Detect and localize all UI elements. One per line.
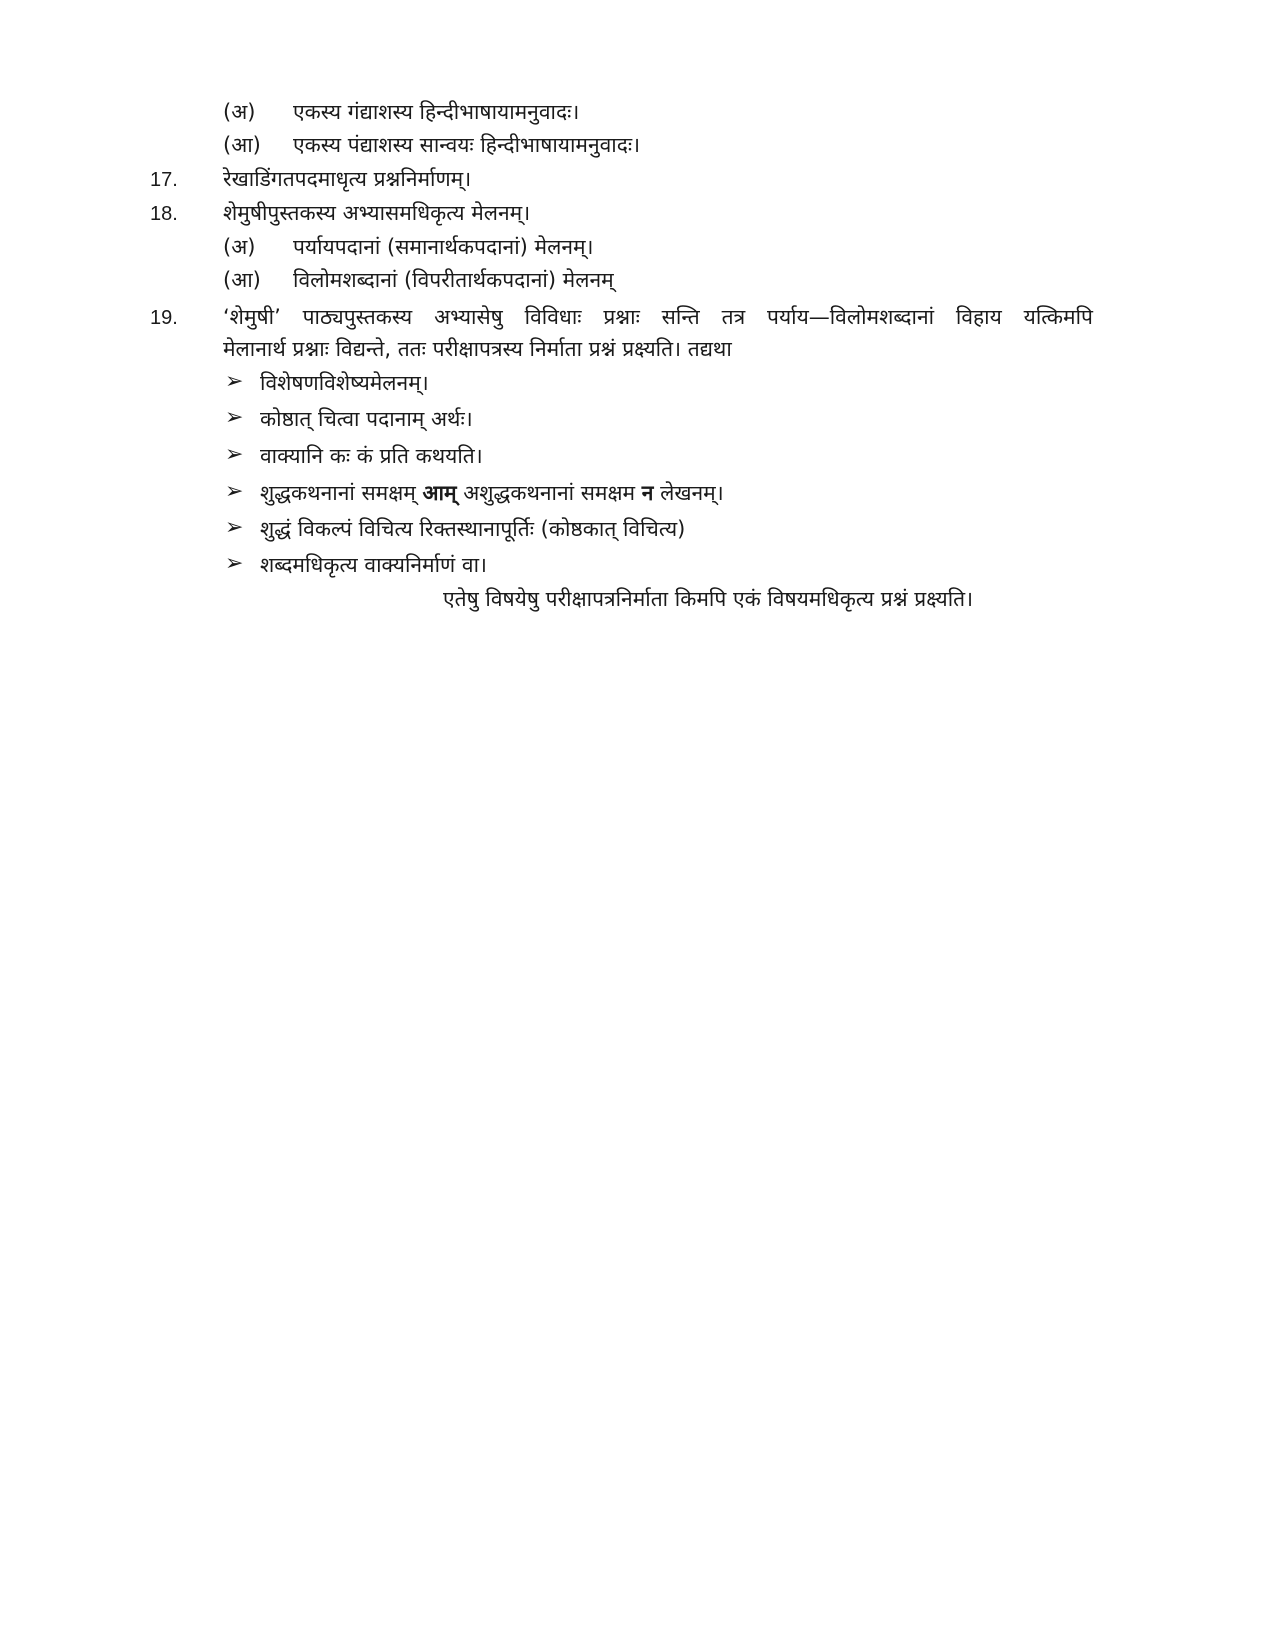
- bullet-item: वाक्यानि कः कं प्रति कथयति।: [260, 444, 483, 468]
- bullet-text: लेखनम्।: [653, 481, 724, 505]
- arrow-bullet-icon: ➢: [225, 442, 244, 467]
- sub-item-text: विलोमशब्दानां (विपरीतार्थकपदानां) मेलनम्: [293, 268, 614, 292]
- sub-item-text: एकस्य पंद्याशस्य सान्वयः हिन्दीभाषायामनुवादः।: [293, 133, 641, 157]
- sub-item-text: पर्यायपदानां (समानार्थकपदानां) मेलनम्।: [293, 235, 594, 259]
- sub-item-label: (अ): [223, 100, 256, 124]
- sub-item-label: (अ): [223, 235, 256, 259]
- item-number-18: 18.: [150, 203, 178, 225]
- bold-word-na: न: [641, 481, 654, 505]
- sub-item-label: (आ): [223, 268, 261, 292]
- closing-sentence: एतेषु विषयेषु परीक्षापत्रनिर्माता किमपि एकं विषयमधिकृत्य प्रश्नं प्रक्ष्यति।: [443, 587, 974, 611]
- sub-item-label: (आ): [223, 133, 261, 157]
- item-text-19-line1: ‘शेमुषी’ पाठ्यपुस्तकस्य अभ्यासेषु विविधाः प्रश्नाः सन्ति तत्र पर्याय—विलोमशब्दानां विहाय यत्किमपि: [223, 305, 1093, 329]
- item-number-17: 17.: [150, 169, 178, 191]
- item-text-18: शेमुषीपुस्तकस्य अभ्यासमधिकृत्य मेलनम्।: [223, 201, 531, 225]
- item-number-19: 19.: [150, 307, 178, 329]
- arrow-bullet-icon: ➢: [225, 515, 244, 540]
- bullet-text: अशुद्धकथनानां समक्षम: [456, 481, 642, 505]
- bullet-item: शुद्धं विकल्पं विचित्य रिक्तस्थानापूर्तिः (कोष्ठकात् विचित्य): [260, 517, 686, 541]
- arrow-bullet-icon: ➢: [225, 405, 244, 430]
- arrow-bullet-icon: ➢: [225, 369, 244, 394]
- arrow-bullet-icon: ➢: [225, 479, 244, 504]
- bullet-item: शब्दमधिकृत्य वाक्यनिर्माणं वा।: [260, 553, 487, 577]
- bullet-item: कोष्ठात् चित्वा पदानाम् अर्थः।: [260, 407, 473, 431]
- bullet-item: विशेषणविशेष्यमेलनम्।: [260, 371, 429, 395]
- sub-item-text: एकस्य गंद्याशस्य हिन्दीभाषायामनुवादः।: [293, 100, 580, 124]
- bold-word-aam: आम्: [422, 481, 457, 505]
- item-text-17: रेखाडिंगतपदमाधृत्य प्रश्ननिर्माणम्।: [223, 167, 472, 191]
- item-text-19-line2: मेलानार्थ प्रश्नाः विद्यन्ते, ततः परीक्षापत्रस्य निर्माता प्रश्नं प्रक्ष्यति। तद्यथा: [223, 337, 732, 361]
- bullet-text: शुद्धकथनानां समक्षम्: [260, 481, 423, 505]
- arrow-bullet-icon: ➢: [225, 551, 244, 576]
- bullet-item: [260, 478, 724, 508]
